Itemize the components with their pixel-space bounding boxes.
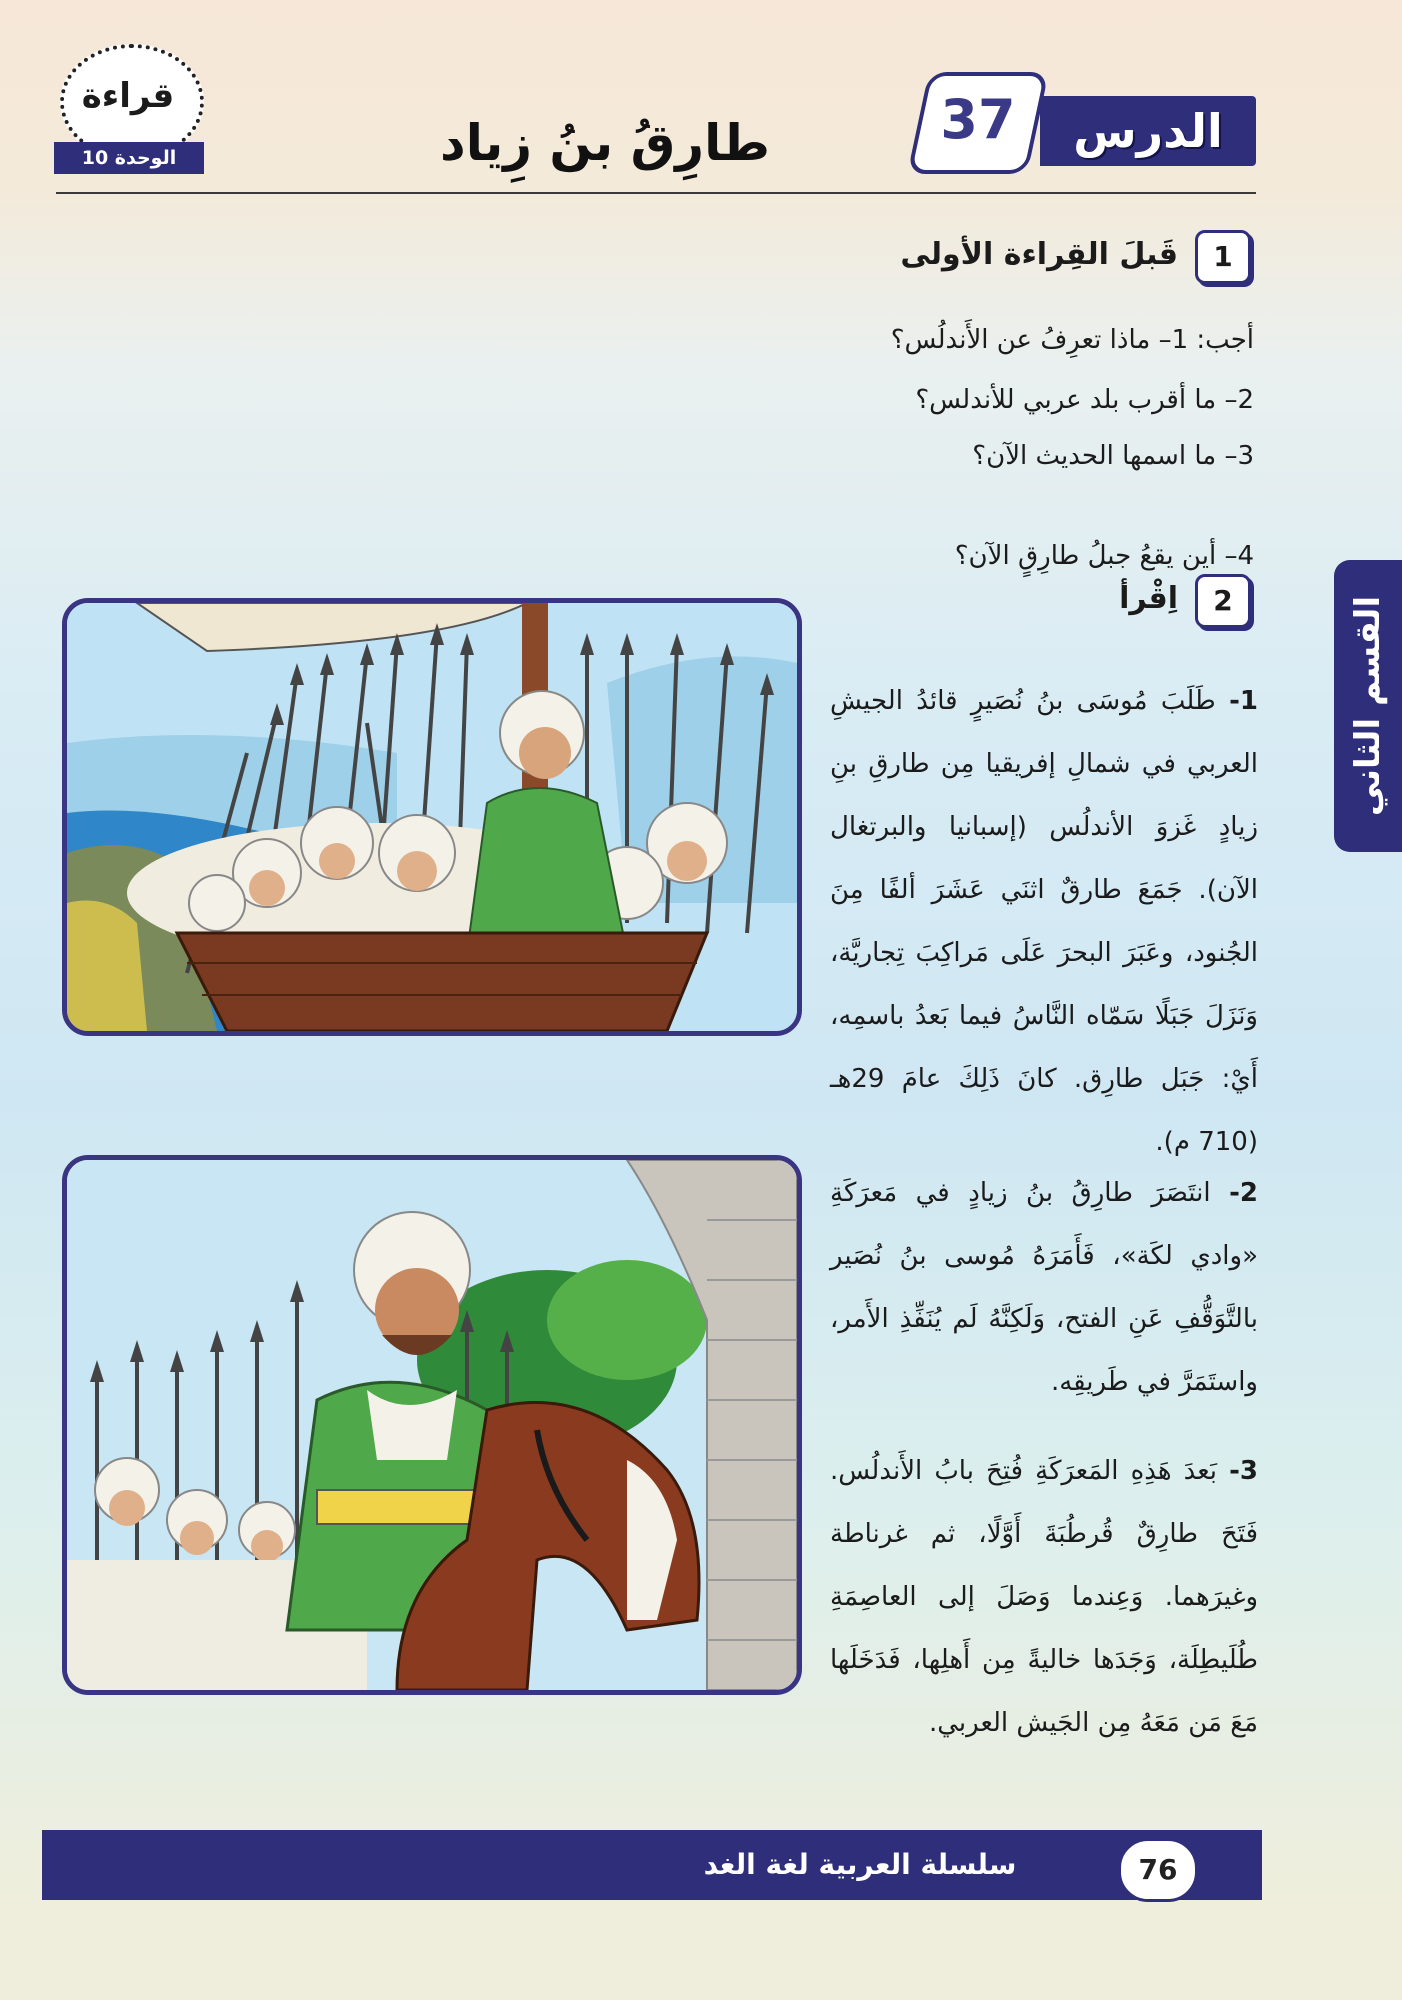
- paragraph-1: [830, 670, 1258, 1157]
- paragraph-1-text: طَلَبَ مُوسَى بنُ نُصَيرٍ قائدُ الجيشِ العربي في شمالِ إفريقيا مِن طارقِ بنِ زيادٍ غَزوَ الأندلُس (إسبانيا والبرتغال الآن). جَمَعَ طارقٌ اثنَي عَشَرَ ألفًا مِنَ الجُنود، وعَبَرَ البحرَ عَلَى مَراكِبَ تِجاريَّة، وَنَزَلَ جَبَلًا سَمّاه النَّاسُ فيما بَعدُ باسمِه، أَيْ: جَبَل طارِق. كانَ ذَلِكَ عامَ 29هـ (710 م).: [830, 686, 1258, 1157]
- section-side-tab: [1334, 560, 1402, 852]
- series-title: سلسلة العربية لغة الغد: [703, 1848, 1017, 1881]
- section-2-title: اِقْرأ: [1119, 581, 1178, 616]
- section-1-number: 1: [1195, 230, 1251, 284]
- question-1: أجب: 1– ماذا تعرِفُ عن الأَندلُس؟: [890, 325, 1254, 355]
- header-divider: [56, 192, 1256, 194]
- horseman-illustration: [62, 1155, 802, 1695]
- paragraph-2-text: انتَصَرَ طارِقُ بنُ زيادٍ في مَعرَكَةِ «وادي لكَة»، فَأَمَرَهُ مُوسى بنُ نُصَير بالتَّوَقُّفِ عَنِ الفتح، وَلَكِنَّهُ لَم يُنَفِّذِ الأَمر، واستَمَرَّ في طَريقِه.: [830, 1178, 1258, 1397]
- ship-battle-illustration: [62, 598, 802, 1036]
- paragraph-3: [830, 1440, 1258, 1780]
- side-tab-label: القسم الثاني: [1348, 595, 1388, 817]
- paragraph-1-number: 1-: [1229, 686, 1258, 716]
- reading-badge-label: قراءة: [81, 76, 175, 116]
- question-3: 3– ما اسمها الحديث الآن؟: [972, 441, 1254, 471]
- paragraph-3-number: 3-: [1229, 1456, 1258, 1486]
- question-4: 4– أين يقعُ جبلُ طارِقٍ الآن؟: [954, 541, 1254, 571]
- page-title: طارِقُ بنُ زِياد: [440, 114, 770, 172]
- lesson-number: 37: [940, 88, 1016, 151]
- page-number: 76: [1118, 1838, 1198, 1902]
- section-2-number: 2: [1195, 574, 1251, 628]
- paragraph-2-number: 2-: [1229, 1178, 1259, 1208]
- section-1-title: قَبلَ القِراءة الأولى: [900, 237, 1178, 272]
- question-2: 2– ما أقرب بلد عربي للأندلس؟: [915, 385, 1254, 415]
- paragraph-2: [830, 1162, 1258, 1412]
- unit-label: الوحدة 10: [54, 142, 204, 174]
- paragraph-3-text: بَعدَ هَذِهِ المَعرَكَةِ فُتِحَ بابُ الأَندلُس. فَتَحَ طارِقٌ قُرطُبَةَ أَوَّلًا، ثم غرناطة وغيرَهما. وَعِندما وَصَلَ إلى العاصِمَةِ طُلَيطِلَة، وَجَدَها خاليةً مِن أَهلِها، فَدَخَلَها مَعَ مَن مَعَهُ مِن الجَيش العربي.: [830, 1456, 1258, 1738]
- lesson-label: الدرس: [1073, 104, 1223, 158]
